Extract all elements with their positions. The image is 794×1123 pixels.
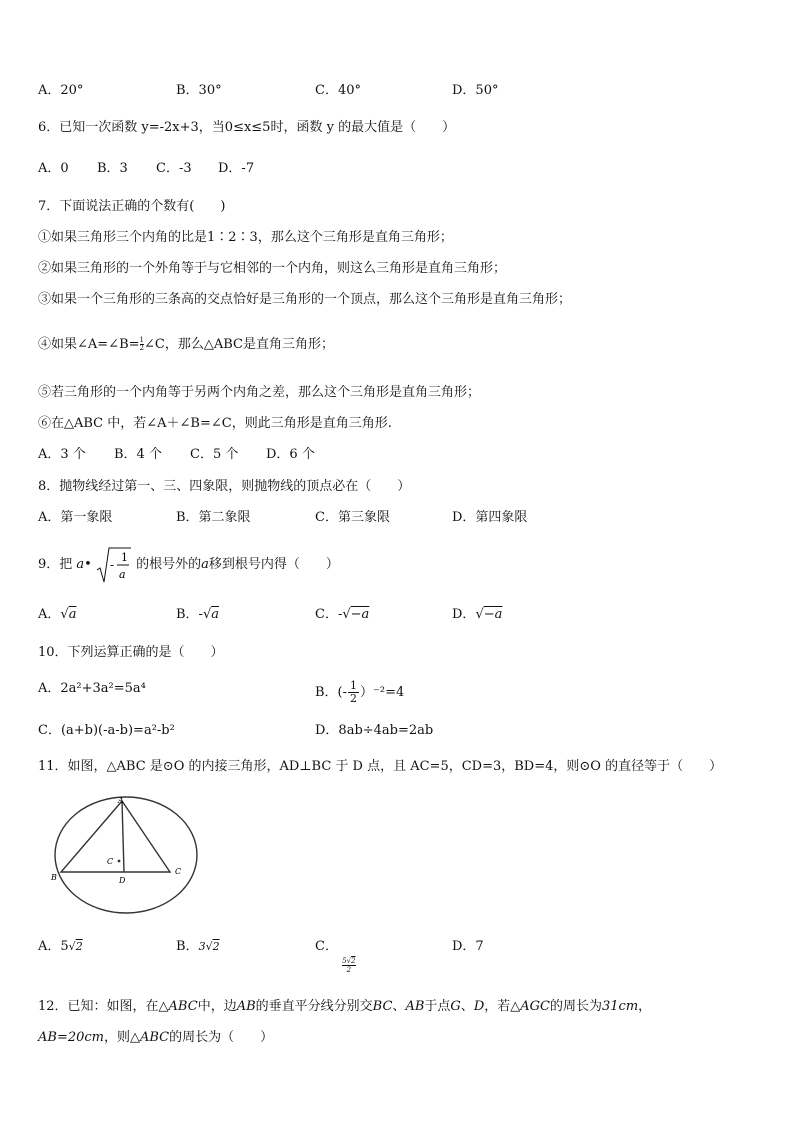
q12-line-1: 12．已知：如图，在△ABC中，边AB的垂直平分线分别交BC、AB于点G、D，若△AGC的周长为31cm， <box>38 999 652 1014</box>
sqrt-icon: √ <box>68 940 76 953</box>
q5-option-d: D．50° <box>452 83 499 98</box>
label-c: C <box>175 867 182 876</box>
q6-option-b: B．3 <box>97 161 128 176</box>
q11-option-c: C． $\frac{5√2}{2}$ <box>315 939 356 974</box>
q9-stem: 9．把 a• - 1 a 的根号外的a移到根号内得（ ） <box>38 556 339 574</box>
q8-stem: 8．抛物线经过第一、三、四象限，则抛物线的顶点必在（ ） <box>38 479 411 494</box>
q11-option-a: A．5√2 <box>38 939 83 954</box>
sqrt-icon: √ <box>346 957 352 965</box>
sqrt-icon: √ <box>205 940 213 953</box>
q7-option-d: D．6 个 <box>266 447 315 462</box>
altitude-ad <box>122 801 124 872</box>
q7-item-6: ⑥在△ABC 中，若∠A＋∠B=∠C，则此三角形是直角三角形. <box>38 416 392 431</box>
label-center: C <box>107 857 114 866</box>
q9-option-c: C．-√−a <box>315 607 370 622</box>
q9-option-a: A．√a <box>38 607 77 622</box>
svg-text:a: a <box>118 567 126 581</box>
q7-item-2: ②如果三角形的一个外角等于与它相邻的一个内角，则这么三角形是直角三角形； <box>38 261 507 276</box>
label-d: D <box>119 876 126 885</box>
sqrt-icon: √ <box>202 607 212 622</box>
triangle-abc <box>61 801 170 872</box>
circle-triangle-figure <box>46 793 204 917</box>
q5-option-b: B．30° <box>176 83 222 98</box>
q7-stem: 7．下面说法正确的个数有( ) <box>38 199 226 214</box>
q7-option-b: B．4 个 <box>114 447 162 462</box>
sqrt-icon: √ <box>60 607 69 622</box>
sqrt-icon: √ <box>475 607 484 622</box>
label-b: B <box>51 873 57 882</box>
q10-option-a: A．2a²+3a²=5a⁴ <box>38 681 146 696</box>
q8-option-c: C．第三象限 <box>315 510 390 525</box>
q11-option-b: B．3√2 <box>176 939 220 954</box>
svg-text:-: - <box>109 557 115 572</box>
q5-option-a: A．20° <box>38 83 84 98</box>
q9-option-d: D．√−a <box>452 607 503 622</box>
q7-item-3: ③如果一个三角形的三条高的交点恰好是三角形的一个顶点，那么这个三角形是直角三角形； <box>38 292 572 307</box>
q7-option-a: A．3 个 <box>38 447 86 462</box>
q8-option-b: B．第二象限 <box>176 510 251 525</box>
center-point <box>118 860 121 863</box>
q5-option-c: C．40° <box>315 83 361 98</box>
label-a: A <box>118 796 124 805</box>
q9-option-b: B．-√a <box>176 607 220 622</box>
q10-stem: 10．下列运算正确的是（ ） <box>38 645 224 660</box>
q6-stem: 6．已知一次函数 y=-2x+3，当0≤x≤5时，函数 y 的最大值是（ ） <box>38 120 456 135</box>
q8-option-d: D．第四象限 <box>452 510 528 525</box>
q11-option-d: D．7 <box>452 939 484 954</box>
q7-option-c: C．5 个 <box>190 447 239 462</box>
q10-option-b: B．(- $\frac{1}{2}$ ）⁻²=4 <box>315 679 405 705</box>
q6-option-a: A．0 <box>38 161 69 176</box>
q7-item-1: ①如果三角形三个内角的比是1∶2∶3，那么这个三角形是直角三角形； <box>38 230 453 245</box>
half-fraction: $\frac{1}{2}$ <box>139 336 144 352</box>
q11-stem: 11．如图，△ABC 是⊙O 的内接三角形，AD⊥BC 于 D 点，且 AC=5，CD=3，BD=4，则⊙O 的直径等于（ ） <box>38 759 723 774</box>
q12-line-2: AB=20cm，则△ABC的周长为（ ） <box>38 1030 274 1045</box>
fraction-5root2-over-2: $\frac{5√2}{2}$ <box>342 957 356 974</box>
half-fraction: $\frac{1}{2}$ <box>350 679 358 705</box>
q8-option-a: A．第一象限 <box>38 510 113 525</box>
q6-option-d: D．-7 <box>218 161 255 176</box>
svg-text:1: 1 <box>120 550 128 564</box>
q6-option-c: C．-3 <box>156 161 192 176</box>
q7-item-5: ⑤若三角形的一个内角等于另两个内角之差，那么这个三角形是直角三角形； <box>38 385 481 400</box>
q10-option-c: C．(a+b)(-a-b)=a²-b² <box>38 723 175 738</box>
q10-option-d: D．8ab÷4ab=2ab <box>315 723 434 738</box>
sqrt-neg-frac-icon <box>96 546 132 584</box>
sqrt-icon: √ <box>342 607 351 622</box>
q7-item-4: ④如果∠A=∠B= $\frac{1}{2}\angle C$，那么△ABC是直角三角形； <box>38 336 334 352</box>
